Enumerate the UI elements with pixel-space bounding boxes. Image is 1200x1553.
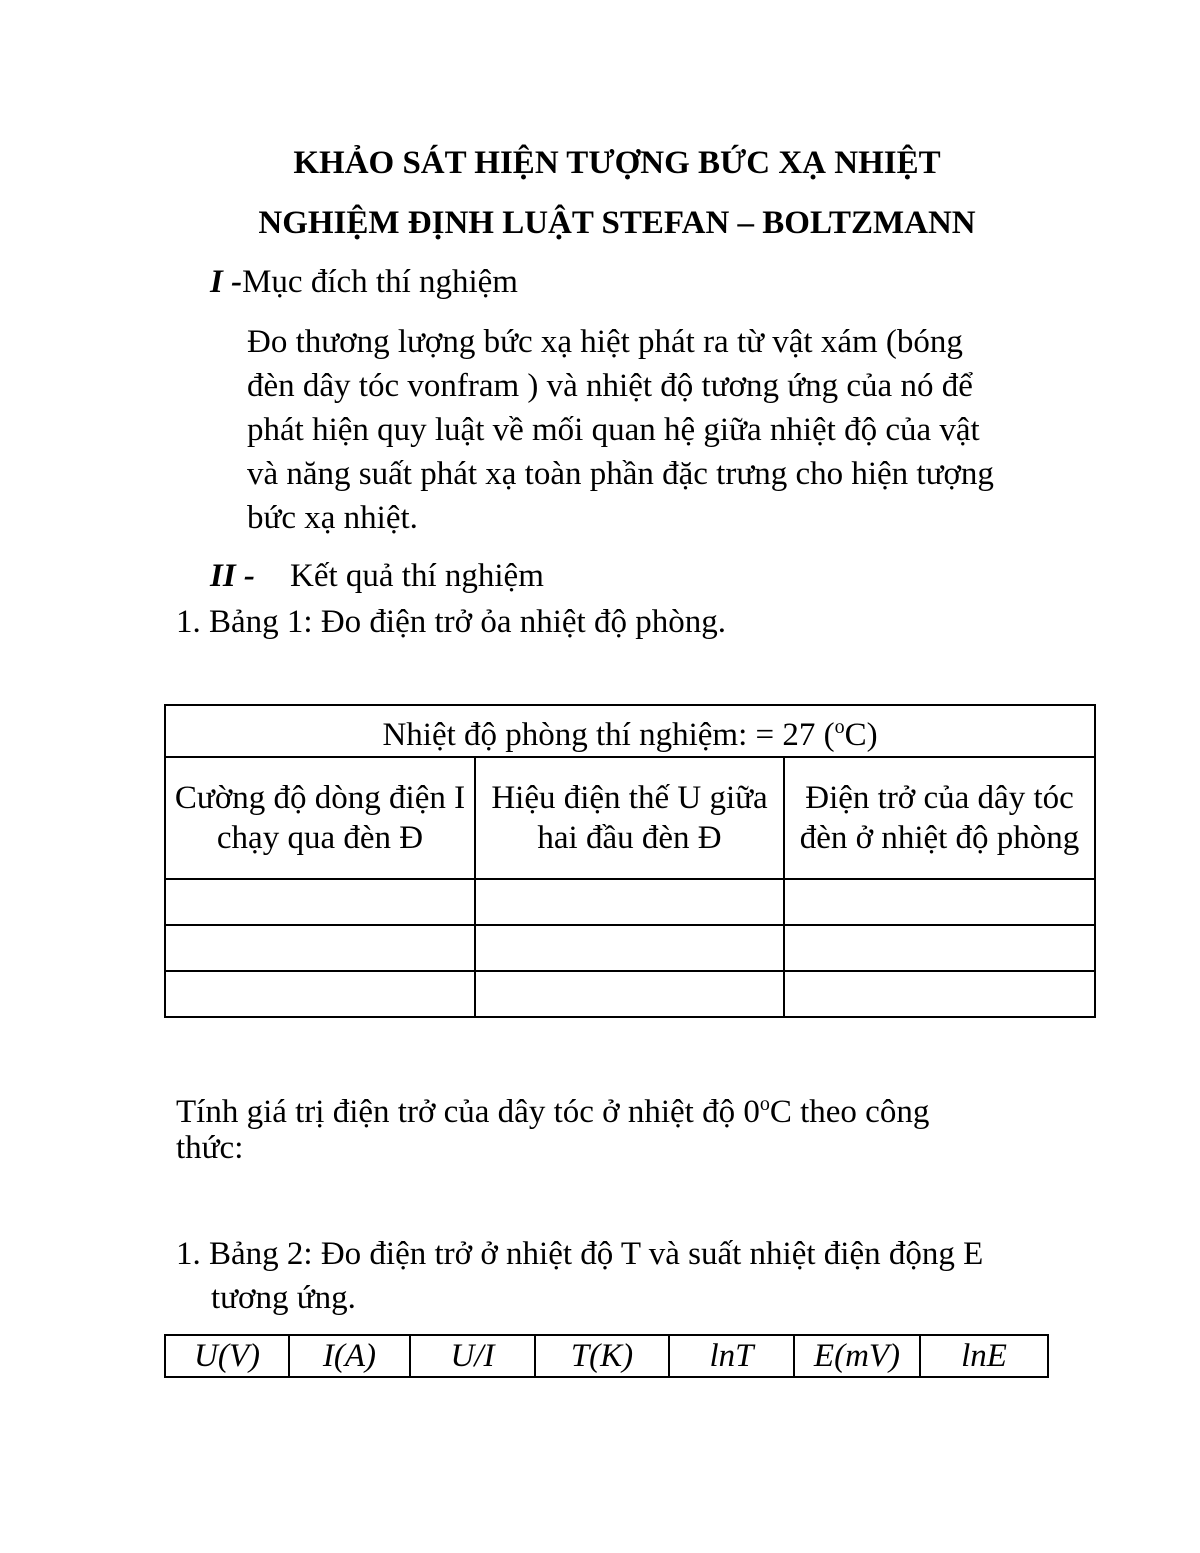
formula-text-line-1: [176, 1082, 929, 1134]
section-1-heading: [210, 260, 518, 304]
paragraph-line: đèn dây tóc vonfram ) và nhiệt độ tương ứng của nó để: [247, 368, 973, 404]
table-2-column-header: U/I: [410, 1335, 535, 1377]
table-1-column-header-resistance: Điện trở của dây tóc đèn ở nhiệt độ phòng: [784, 757, 1095, 879]
table-cell[interactable]: [475, 925, 784, 971]
table-1: [164, 704, 1096, 1018]
formula-text-part: C theo công: [769, 1094, 930, 1130]
table-row: [165, 971, 1095, 1017]
formula-text-part: Tính giá trị điện trở của dây tóc ở nhiệt độ 0: [176, 1094, 760, 1130]
table-1-caption: [176, 600, 726, 644]
table-1-header-text: Nhiệt độ phòng thí nghiệm: = 27 (: [382, 717, 835, 753]
table-2-column-header: E(mV): [794, 1335, 920, 1377]
title-line-1: KHẢO SÁT HIỆN TƯỢNG BỨC XẠ NHIỆT: [293, 145, 941, 181]
section-1-paragraph: [247, 320, 1067, 540]
paragraph-line: bức xạ nhiệt.: [247, 500, 418, 536]
table-row: [165, 925, 1095, 971]
paragraph-line: và năng suất phát xạ toàn phần đặc trưng cho hiện tượng: [247, 456, 994, 492]
list-number: 1.: [176, 604, 201, 640]
table-2: [164, 1334, 1049, 1378]
table-2-caption-line-1: [176, 1232, 983, 1276]
degree-sign: o: [834, 716, 845, 738]
table-cell[interactable]: [475, 879, 784, 925]
section-2-heading: [210, 554, 544, 598]
table-cell[interactable]: [165, 971, 475, 1017]
table-2-column-header: lnE: [920, 1335, 1048, 1377]
table-cell[interactable]: [165, 925, 475, 971]
table-1-header-unit: C): [844, 717, 878, 753]
paragraph-line: Đo thương lượng bức xạ hiệt phát ra từ vật xám (bóng: [247, 324, 963, 360]
table-1-header: [165, 705, 1095, 757]
degree-sign: o: [759, 1093, 770, 1115]
paragraph-line: phát hiện quy luật về mối quan hệ giữa nhiệt độ của vật: [247, 412, 980, 448]
list-number: 1.: [176, 1236, 201, 1272]
table-2-caption-text: Bảng 2: Đo điện trở ở nhiệt độ T và suất nhiệt điện động E: [209, 1236, 984, 1272]
title-line-2: NGHIỆM ĐỊNH LUẬT STEFAN – BOLTZMANN: [258, 205, 976, 241]
table-1-column-header-current: Cường độ dòng điện I chạy qua đèn Đ: [165, 757, 475, 879]
section-2-title: Kết quả thí nghiệm: [290, 558, 544, 594]
table-cell[interactable]: [784, 925, 1095, 971]
table-1-column-header-voltage: Hiệu điện thế U giữa hai đầu đèn Đ: [475, 757, 784, 879]
table-cell[interactable]: [475, 971, 784, 1017]
table-2-column-header: lnT: [669, 1335, 794, 1377]
table-cell[interactable]: [165, 879, 475, 925]
table-row: [165, 879, 1095, 925]
table-2-column-header: I(A): [289, 1335, 410, 1377]
table-cell[interactable]: [784, 879, 1095, 925]
section-1-numeral: I -: [210, 264, 243, 300]
table-2-column-header: T(K): [535, 1335, 669, 1377]
section-2-numeral: II -: [210, 558, 255, 594]
formula-text-line-2: thức:: [176, 1130, 244, 1166]
table-2-column-header: U(V): [165, 1335, 289, 1377]
table-cell[interactable]: [784, 971, 1095, 1017]
table-2-caption-line-2: tương ứng.: [211, 1280, 356, 1316]
table-2-header-row: [165, 1335, 1048, 1377]
table-1-caption-text: Bảng 1: Đo điện trở ỏa nhiệt độ phòng.: [209, 604, 726, 640]
section-1-title: Mục đích thí nghiệm: [242, 264, 518, 300]
